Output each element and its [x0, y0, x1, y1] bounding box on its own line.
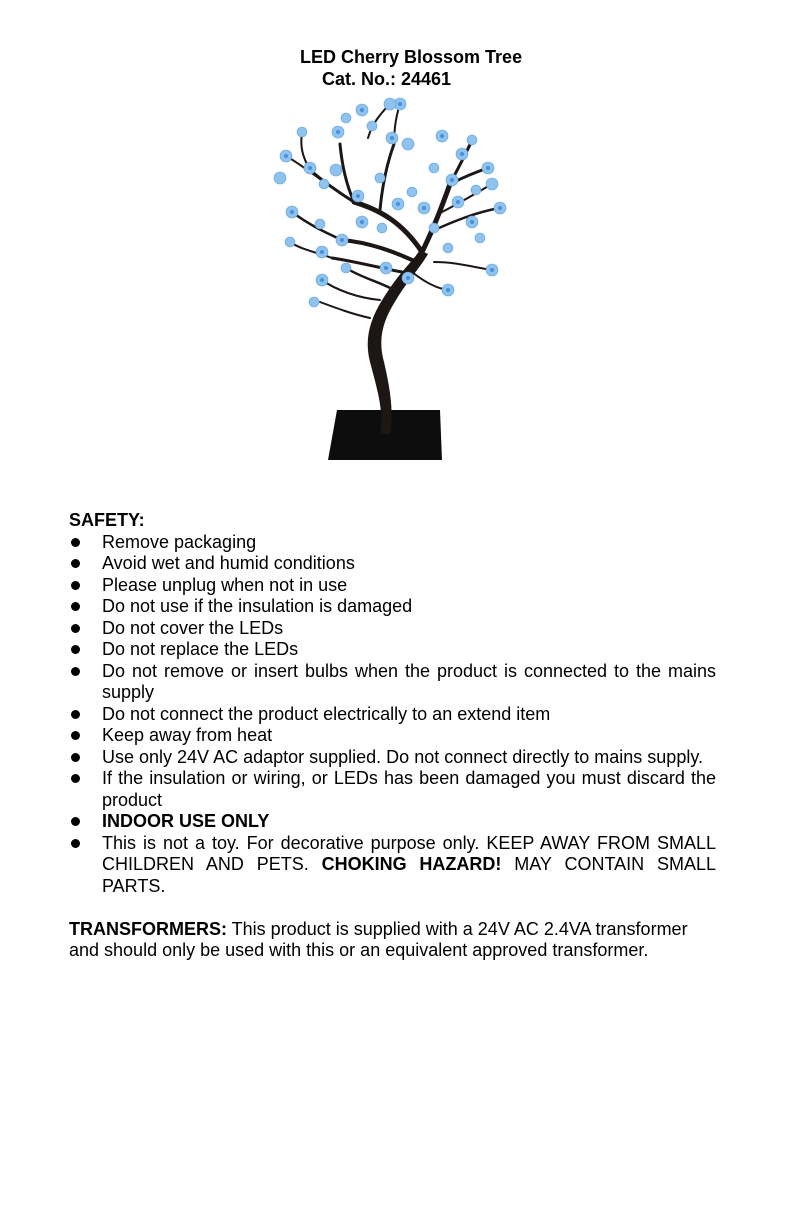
safety-item: Do not remove or insert bulbs when the product is connected to the mains supply	[69, 661, 716, 704]
transformers-paragraph: TRANSFORMERS: This product is supplied with a 24V AC 2.4VA transformer and should only be used with this or an equivalent approved transformer.	[69, 918, 688, 960]
bullet-icon	[71, 581, 80, 590]
catalog-number: Cat. No.: 24461	[322, 69, 452, 89]
choking-hazard-label: CHOKING HAZARD!	[321, 854, 502, 874]
bullet-icon	[71, 667, 80, 676]
safety-item: Do not connect the product electrically to an extend item	[69, 704, 716, 726]
safety-item: Do not replace the LEDs	[69, 639, 716, 661]
safety-item: Do not use if the insulation is damaged	[69, 596, 716, 618]
blossom-flowers	[274, 98, 506, 307]
bullet-icon	[71, 559, 80, 568]
safety-heading: SAFETY:	[69, 510, 145, 530]
bullet-icon	[71, 753, 80, 762]
bullet-icon	[71, 624, 80, 633]
bullet-icon	[71, 538, 80, 547]
bullet-icon	[71, 774, 80, 783]
document-title: LED Cherry Blossom Tree	[300, 47, 523, 67]
document-body	[69, 510, 716, 980]
safety-item: Remove packaging	[69, 532, 716, 554]
safety-item-warning: This is not a toy. For decorative purpose only. KEEP AWAY FROM SMALL CHILDREN AND PETS. CHOKING HAZARD! MAY CONTAIN SMALL PARTS.	[69, 833, 716, 898]
bullet-icon	[71, 645, 80, 654]
bullet-icon	[71, 839, 80, 848]
safety-item: Please unplug when not in use	[69, 575, 716, 597]
safety-item: Use only 24V AC adaptor supplied. Do not connect directly to mains supply.	[69, 747, 716, 769]
bullet-icon	[71, 710, 80, 719]
safety-item: Keep away from heat	[69, 725, 716, 747]
cherry-blossom-tree-illustration	[262, 92, 524, 464]
transformers-label: TRANSFORMERS:	[69, 918, 227, 939]
bullet-icon	[71, 731, 80, 740]
safety-item: Avoid wet and humid conditions	[69, 553, 716, 575]
bullet-icon	[71, 602, 80, 611]
safety-item-indoor: INDOOR USE ONLY	[69, 811, 716, 833]
safety-list	[69, 532, 716, 898]
safety-item: If the insulation or wiring, or LEDs has been damaged you must discard the product	[69, 768, 716, 811]
safety-item: Do not cover the LEDs	[69, 618, 716, 640]
bullet-icon	[71, 817, 80, 826]
